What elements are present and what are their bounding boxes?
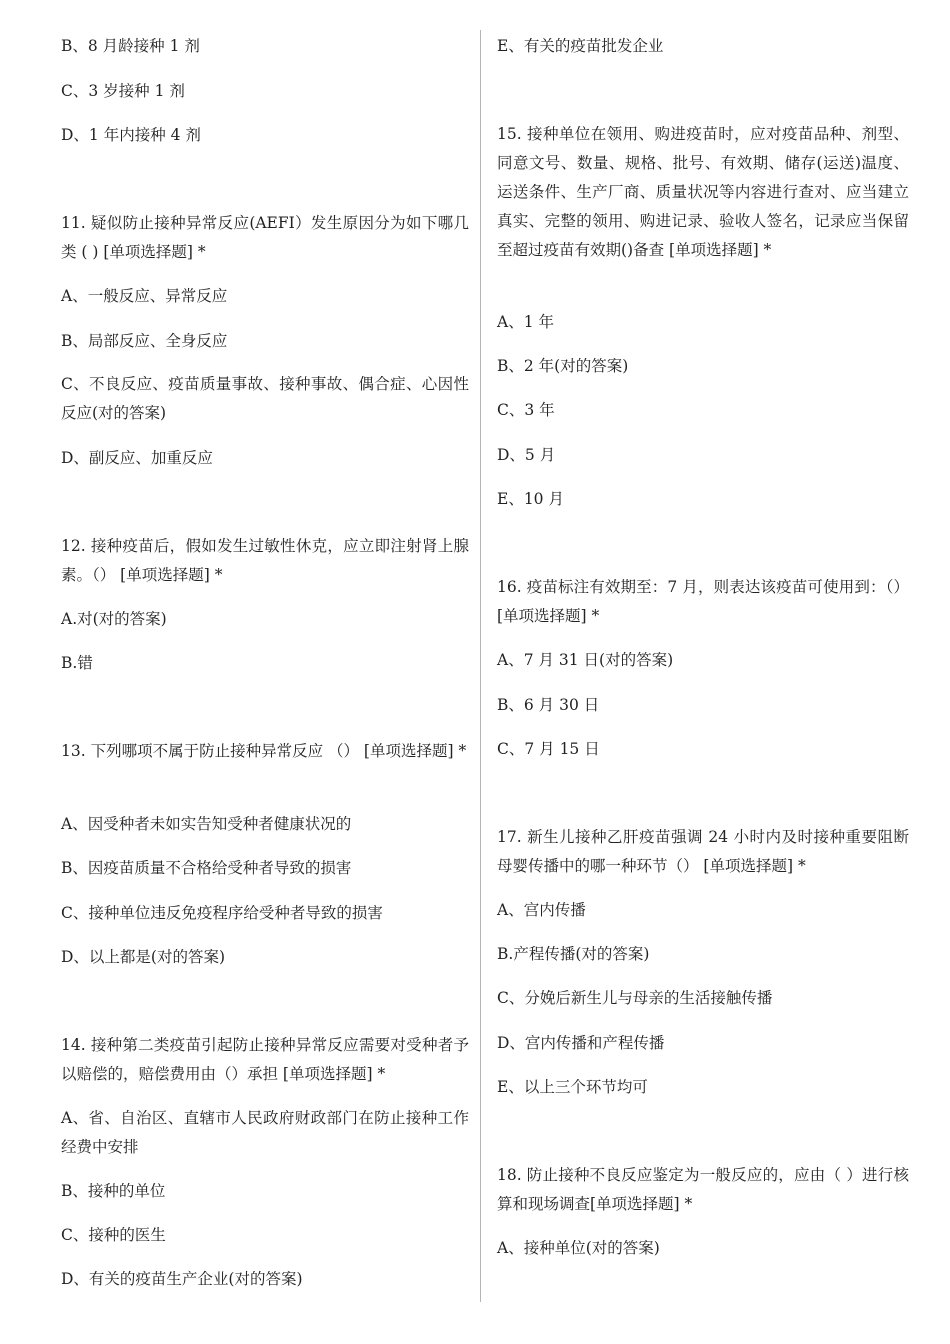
question-17: 17. 新生儿接种乙肝疫苗强调 24 小时内及时接种重要阻断母婴传播中的哪一种环节（） [单项选择题] * [497, 828, 909, 875]
option-15-e: E、10 月 [497, 490, 564, 508]
option-14-c: C、接种的医生 [61, 1226, 166, 1244]
option-11-c: C、不良反应、疫苗质量事故、接种事故、偶合症、心因性反应(对的答案) [61, 375, 469, 422]
column-divider [480, 30, 481, 1302]
option-10-d: D、1 年内接种 4 剂 [61, 126, 201, 144]
option-12-a: A.对(对的答案) [61, 610, 167, 628]
option-13-d: D、以上都是(对的答案) [61, 948, 226, 966]
option-15-d: D、5 月 [497, 446, 556, 464]
option-13-c: C、接种单位违反免疫程序给受种者导致的损害 [61, 904, 383, 922]
question-14: 14. 接种第二类疫苗引起防止接种异常反应需要对受种者予以赔偿的，赔偿费用由（）承担 [单项选择题] * [61, 1036, 469, 1083]
option-10-c: C、3 岁接种 1 剂 [61, 82, 185, 100]
option-13-b: B、因疫苗质量不合格给受种者导致的损害 [61, 859, 352, 877]
question-13: 13. 下列哪项不属于防止接种异常反应 （） [单项选择题] * [61, 742, 467, 760]
option-14-b: B、接种的单位 [61, 1182, 166, 1200]
option-11-d: D、副反应、加重反应 [61, 449, 213, 467]
option-14-e: E、有关的疫苗批发企业 [497, 37, 664, 55]
option-17-e: E、以上三个环节均可 [497, 1078, 648, 1096]
option-16-b: B、6 月 30 日 [497, 696, 600, 714]
question-15: 15. 接种单位在领用、购进疫苗时，应对疫苗品种、剂型、同意文号、数量、规格、批号、有效期、储存(运送)温度、运送条件、生产厂商、质量状况等内容进行查对、应当建立真实、完整的领用、购进记录、验收人签名，记录应当保留至超过疫苗有效期()备查 [单项选择题] * [497, 125, 909, 259]
option-17-d: D、宫内传播和产程传播 [497, 1034, 665, 1052]
option-12-b: B.错 [61, 654, 93, 672]
option-15-a: A、1 年 [497, 313, 554, 331]
question-16: 16. 疫苗标注有效期至：7 月，则表达该疫苗可使用到：（） [单项选择题] * [497, 578, 909, 625]
question-18: 18. 防止接种不良反应鉴定为一般反应的，应由（ ）进行核算和现场调查[单项选择题] * [497, 1166, 909, 1213]
option-14-d: D、有关的疫苗生产企业(对的答案) [61, 1270, 303, 1288]
option-17-a: A、宫内传播 [497, 901, 586, 919]
option-15-c: C、3 年 [497, 401, 555, 419]
option-16-a: A、7 月 31 日(对的答案) [497, 651, 674, 669]
option-13-a: A、因受种者未如实告知受种者健康状况的 [61, 815, 352, 833]
option-15-b: B、2 年(对的答案) [497, 357, 629, 375]
option-11-b: B、局部反应、全身反应 [61, 332, 228, 350]
option-11-a: A、一般反应、异常反应 [61, 287, 228, 305]
option-18-a: A、接种单位(对的答案) [497, 1239, 660, 1257]
question-12: 12. 接种疫苗后，假如发生过敏性休克，应立即注射肾上腺素。（） [单项选择题] * [61, 537, 469, 584]
question-11: 11. 疑似防止接种异常反应(AEFI）发生原因分为如下哪几类 ( ) [单项选择题] * [61, 214, 469, 261]
option-14-a: A、省、自治区、直辖市人民政府财政部门在防止接种工作经费中安排 [61, 1109, 469, 1156]
option-10-b: B、8 月龄接种 1 剂 [61, 37, 200, 55]
option-16-c: C、7 月 15 日 [497, 740, 600, 758]
option-17-c: C、分娩后新生儿与母亲的生活接触传播 [497, 989, 773, 1007]
option-17-b: B.产程传播(对的答案) [497, 945, 650, 963]
